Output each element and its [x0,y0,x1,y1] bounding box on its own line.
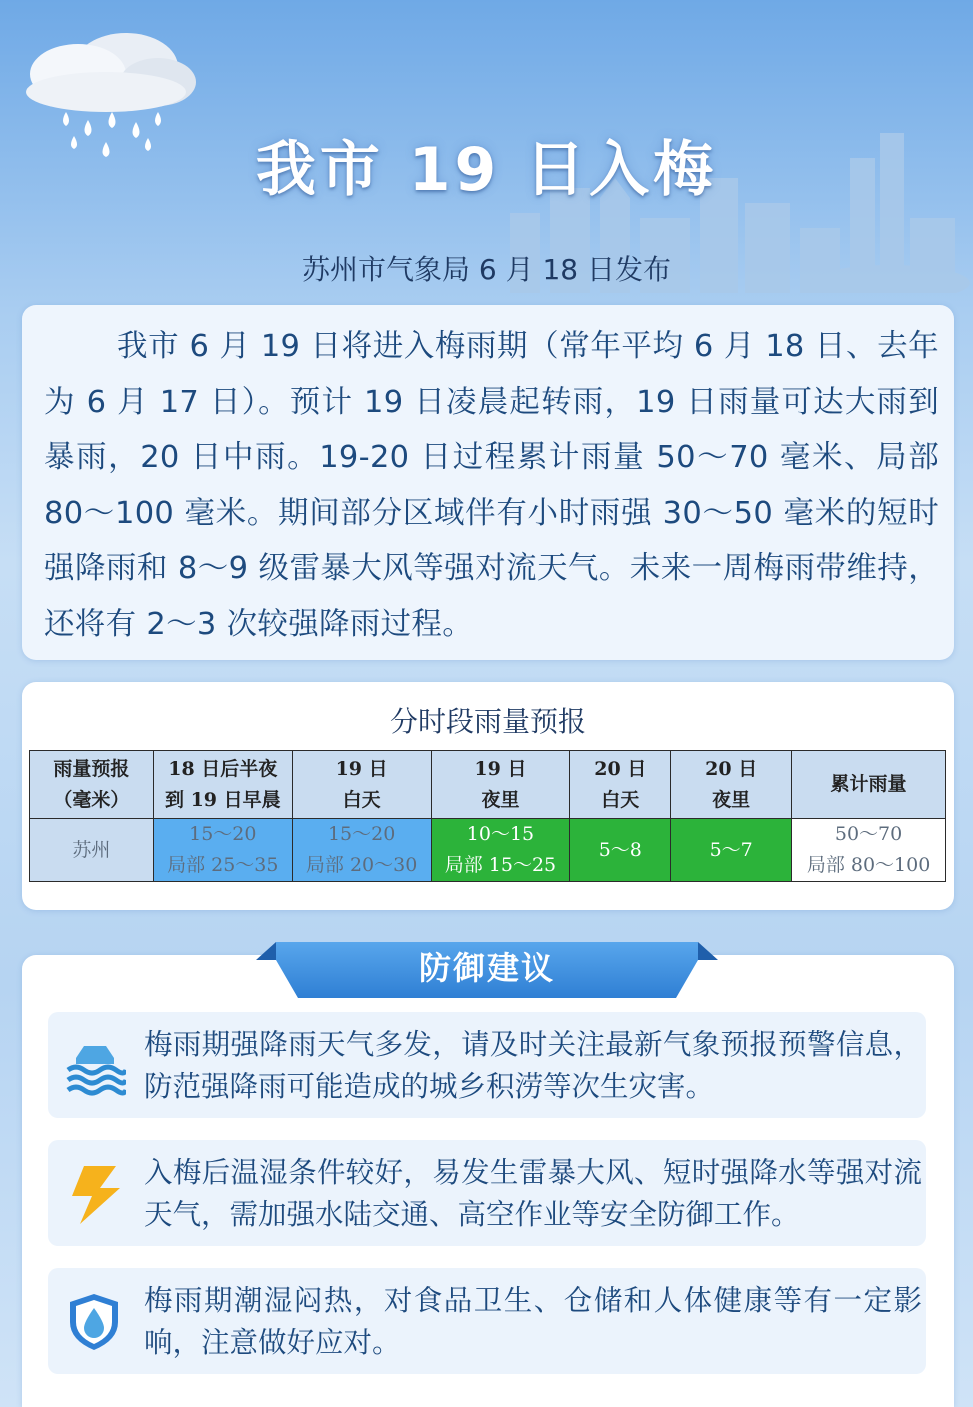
rain-cell-20-day: 5～8 [570,819,671,882]
page-title: 我市 19 日入梅 [255,135,718,205]
rain-cell-total: 50～70 局部 80～100 [792,819,946,882]
rain-cell-20-night: 5～7 [671,819,792,882]
intro-panel [22,305,954,660]
forecast-title: 分时段雨量预报 [389,705,586,738]
table-row [30,819,946,882]
defense-title: 防御建议 [418,949,555,987]
header-cell-18-night: 18 日后半夜 到 19 日早晨 [153,751,292,819]
shield-drop-icon [62,1290,126,1354]
header-cell-19-day: 19 日 白天 [292,751,431,819]
flood-water-icon [62,1034,126,1098]
tip-item-flood [48,1012,926,1118]
tip-item-health [48,1268,926,1374]
header-cell-forecast: 雨量预报 （毫米） [30,751,154,819]
header-banner [0,0,973,290]
tip-text-health: 梅雨期潮湿闷热，对食品卫生、仓储和人体健康等有一定影响，注意做好应对。 [144,1284,922,1359]
header-cell-total: 累计雨量 [792,751,946,819]
tip-text-lightning: 入梅后温湿条件较好，易发生雷暴大风、短时强降水等强对流天气，需加强水陆交通、高空作业等安全防御工作。 [144,1156,922,1231]
city-cell: 苏州 [30,819,154,882]
rain-cell-18-night: 15～20 局部 25～35 [153,819,292,882]
tip-text-flood: 梅雨期强降雨天气多发，请及时关注最新气象预报预警信息，防范强降雨可能造成的城乡积涝等次生灾害。 [144,1028,922,1103]
rain-cell-19-night: 10～15 局部 15～25 [431,819,570,882]
lightning-icon [62,1162,126,1226]
header-cell-19-night: 19 日 夜里 [431,751,570,819]
table-header-row [30,751,946,819]
publisher-line: 苏州市气象局 6 月 18 日发布 [301,253,672,286]
rain-forecast-table [29,750,946,882]
header-cell-20-day: 20 日 白天 [570,751,671,819]
header-cell-20-night: 20 日 夜里 [671,751,792,819]
intro-text: 我市 6 月 19 日将进入梅雨期（常年平均 6 月 18 日、去年为 6 月 17 日）。预计 19 日凌晨起转雨，19 日雨量可达大雨到暴雨，20 日中雨。19-20 日过程累计雨量 50～70 毫米、局部 80～100 毫米。期间部分区域伴有小时雨强 30～50 毫米的短时强降雨和 8～9 级雷暴大风等强对流天气。未来一周梅雨带维持，还将有 2～3 次较强降雨过程。 [44,329,939,642]
forecast-panel [22,682,954,910]
rain-cell-19-day: 15～20 局部 20～30 [292,819,431,882]
tip-item-lightning [48,1140,926,1246]
